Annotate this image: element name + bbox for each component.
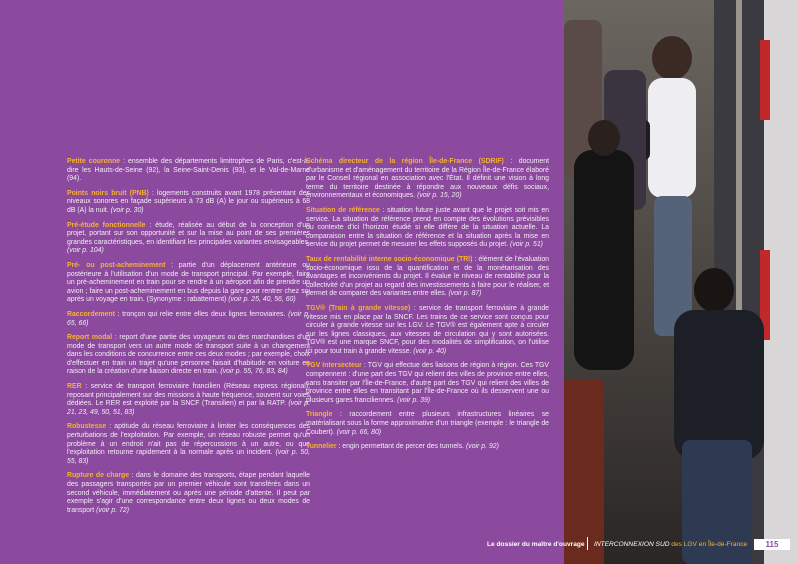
page-reference: (voir p. 40) [413,347,447,355]
glossary-entry [67,383,310,417]
glossary-term: RER [67,383,82,391]
glossary-definition: : TGV qui effectue des liaisons de région à région. Ces TGV comprennent : d'une part des TGV qui relient des villes de province entre elles, sans transiter par l'Île-de-France, d'autre part des TGV qui relient des villes de province entre elles en transitant par l'Île-de-France où ils desservent une ou plusieurs gares franciliennes. [306,362,549,404]
page-reference: (voir p. 21, 23, 49, 50, 51, 83) [67,400,310,416]
page-reference: (voir p. 66, 80) [336,428,382,436]
glossary-definition: : raccordement entre plusieurs infrastructures linéaires se matérialisant sous la forme approximative d'un triangle (exemple : le triangle de Coubert). [306,411,549,436]
glossary-entry [67,423,310,466]
commuters-photo [564,0,798,564]
glossary-column-right [306,158,549,458]
glossary-entry [67,472,310,515]
page-reference: (voir p. 30) [110,206,144,214]
glossary-entry [306,305,549,357]
glossary-definition: : dans le domaine des transports, étape pendant laquelle des passagers transportés par un premier véhicule sont transférés dans un second véhicule, immédiatement ou après une période d'attente. Il peut par exemple s'agir d'une correspondance entre deux lignes ou deux modes de transport [67,472,310,514]
page-reference: (voir p. 104) [67,247,104,255]
glossary-entry [67,311,310,328]
footer-dossier-label: Le dossier du maître d'ouvrage [487,541,585,548]
page-reference: (voir p. 50, 55, 83) [67,449,310,465]
platform-crowd-illustration [564,0,798,564]
page-reference: (voir p. 39) [397,396,431,404]
glossary-entry [306,256,549,299]
page-reference: (voir p. 72) [96,506,130,514]
glossary-term: Situation de référence [306,206,380,214]
glossary-term: Points noirs bruit (PNB) [67,189,149,197]
glossary-definition: : ensemble des départements limitrophes de Paris, c'est-à-dire les Hauts-de-Seine (92), la Seine-Saint-Denis (93), et le Val-de-Marne (94). [67,158,310,183]
glossary-definition: : aptitude du réseau ferroviaire à limiter les conséquences des perturbations de l'exploitation. Par exemple, un réseau robuste permet qu'un problème à un endroit n'ait pas de répercussions à un autre, ou que l'exploitation retourne rapidement à la normale après un incident. [67,423,310,457]
glossary-entry [306,362,549,405]
glossary-entry [306,443,549,452]
glossary-definition: : engin permettant de percer des tunnels. [336,443,465,451]
page-reference: (voir p. 65, 66) [67,310,310,327]
glossary-term: Raccordement [67,310,115,318]
page-reference: (voir p. 55, 76, 83, 84) [220,368,288,376]
glossary-definition: : logements construits avant 1978 présentant des niveaux sonores en façade supérieurs à 73 dB (A) le jour ou supérieurs à 68 dB (A) la nuit. [67,189,310,214]
page-reference: (voir p. 51) [510,241,543,249]
glossary-entry [67,222,310,256]
glossary-definition: : service de transport ferroviaire à grande vitesse mis en place par la SNCF. Les trains de ce service sont conçus pour circuler à grande vitesse sur les LGV. Le TGV® est également apte à circuler sur les lignes classiques, aux vitesses de circulation qui y sont autorisées. TGV® est une marque SNCF, pour des modalités de simplification, on l'utilise ici pour tout train à grande vitesse. [306,304,549,355]
glossary-term: Pré-étude fonctionnelle [67,221,146,229]
glossary-definition: : document d'urbanisme et d'aménagement du territoire de la Région Île-de-France élaboré par le Conseil régional en association avec l'État. Il définit une vision à long terme du territoire destinée à répondre aux nouveaux défis sociaux, environnementaux et économiques. [306,158,549,200]
glossary-entry [306,158,549,201]
glossary-term: Triangle [306,411,333,419]
glossary-entry [306,207,549,250]
glossary-entry [67,334,310,377]
footer-publication-title [594,541,747,548]
page-reference: (voir p. 92) [465,443,499,451]
glossary-entry [67,190,310,216]
glossary-term: Robustesse [67,423,107,431]
page-reference: (voir p. 25, 40, 56, 60) [228,296,296,304]
glossary-entry [306,411,549,437]
glossary-term: Tunnelier [306,443,337,451]
footer-separator [587,537,588,550]
glossary-term: Pré- ou post-acheminement [67,261,166,269]
page-reference: (voir p. 87) [448,290,482,298]
glossary-definition: : report d'une partie des voyageurs ou des marchandises d'un mode de transport vers un autre mode de transport suite à un changement dans les conditions de concurrence entre ces deux modes ; par exemple, choix d'effectuer en train un trajet qu'une personne faisait d'habitude en voiture en raison de la création d'une liaison directe en train. [67,334,310,376]
glossary-term: Petite couronne [67,158,121,165]
glossary-definition: : étude, réalisée au début de la conception d'un projet, portant sur son opportunité et sur la mise au point de ses premières grandes caractéristiques, en identifiant les principales variantes envisageables. [67,221,310,246]
glossary-definition: : élément de l'évaluation socio-économique issu de la quantification et de la monétarisation des avantages et inconvénients du projet. Il évalue le niveau de rentabilité pour la collectivité d'un projet au regard des investissements à faire pour le réaliser, et permet de comparer des variantes entre elles. [306,255,549,298]
glossary-definition: : situation future juste avant que le projet soit mis en service. La situation de référence prend en compte des évolutions prévisibles du contexte d'ici l'horizon étudié si elle diffère de la situation actuelle. La comparaison entre la situation de référence et la situation après la mise en service du projet permet de mesurer les effets supposés du projet. [306,206,549,249]
glossary-definition: : service de transport ferroviaire francilien (Réseau express régional), reposant principalement sur des missions à haute fréquence, souvent sur voies dédiées. Le RER est exploité par la SNCF (Transilien) et par la RATP. [67,383,310,408]
glossary-term: Schéma directeur de la région Île-de-France (SDRIF) [306,158,504,165]
glossary-entry [67,262,310,305]
glossary-term: TGV Intersecteur [306,362,362,370]
glossary-entry [67,158,310,184]
glossary-definition: : tronçon qui relie entre elles deux lignes ferroviaires. [114,310,286,318]
glossary-term: Report modal [67,334,113,342]
glossary-term: Taux de rentabilité interne socio-économique (TRI) [306,255,473,263]
footer-title-accent: des LGV en Île-de-France [669,541,748,548]
page-reference: (voir p. 15, 20) [417,192,462,200]
glossary-term: Rupture de charge [67,472,130,480]
glossary-term: TGV® (Train à grande vitesse) [306,304,411,312]
page-footer [0,533,798,553]
glossary-definition: : partie d'un déplacement antérieure ou postérieure à l'utilisation d'un mode de transport principal. Par exemple, faire un pré-acheminement en train pour se rendre à un aéroport afin de prendre un avion ; faire un post-acheminement en bus depuis la gare pour rentrer chez soi après un voyage en train. (Synonyme : rabattement) [67,261,310,304]
glossary-column-left [67,158,310,521]
page-number: 115 [754,539,790,550]
footer-title-main: INTERCONNEXION SUD [594,541,670,548]
